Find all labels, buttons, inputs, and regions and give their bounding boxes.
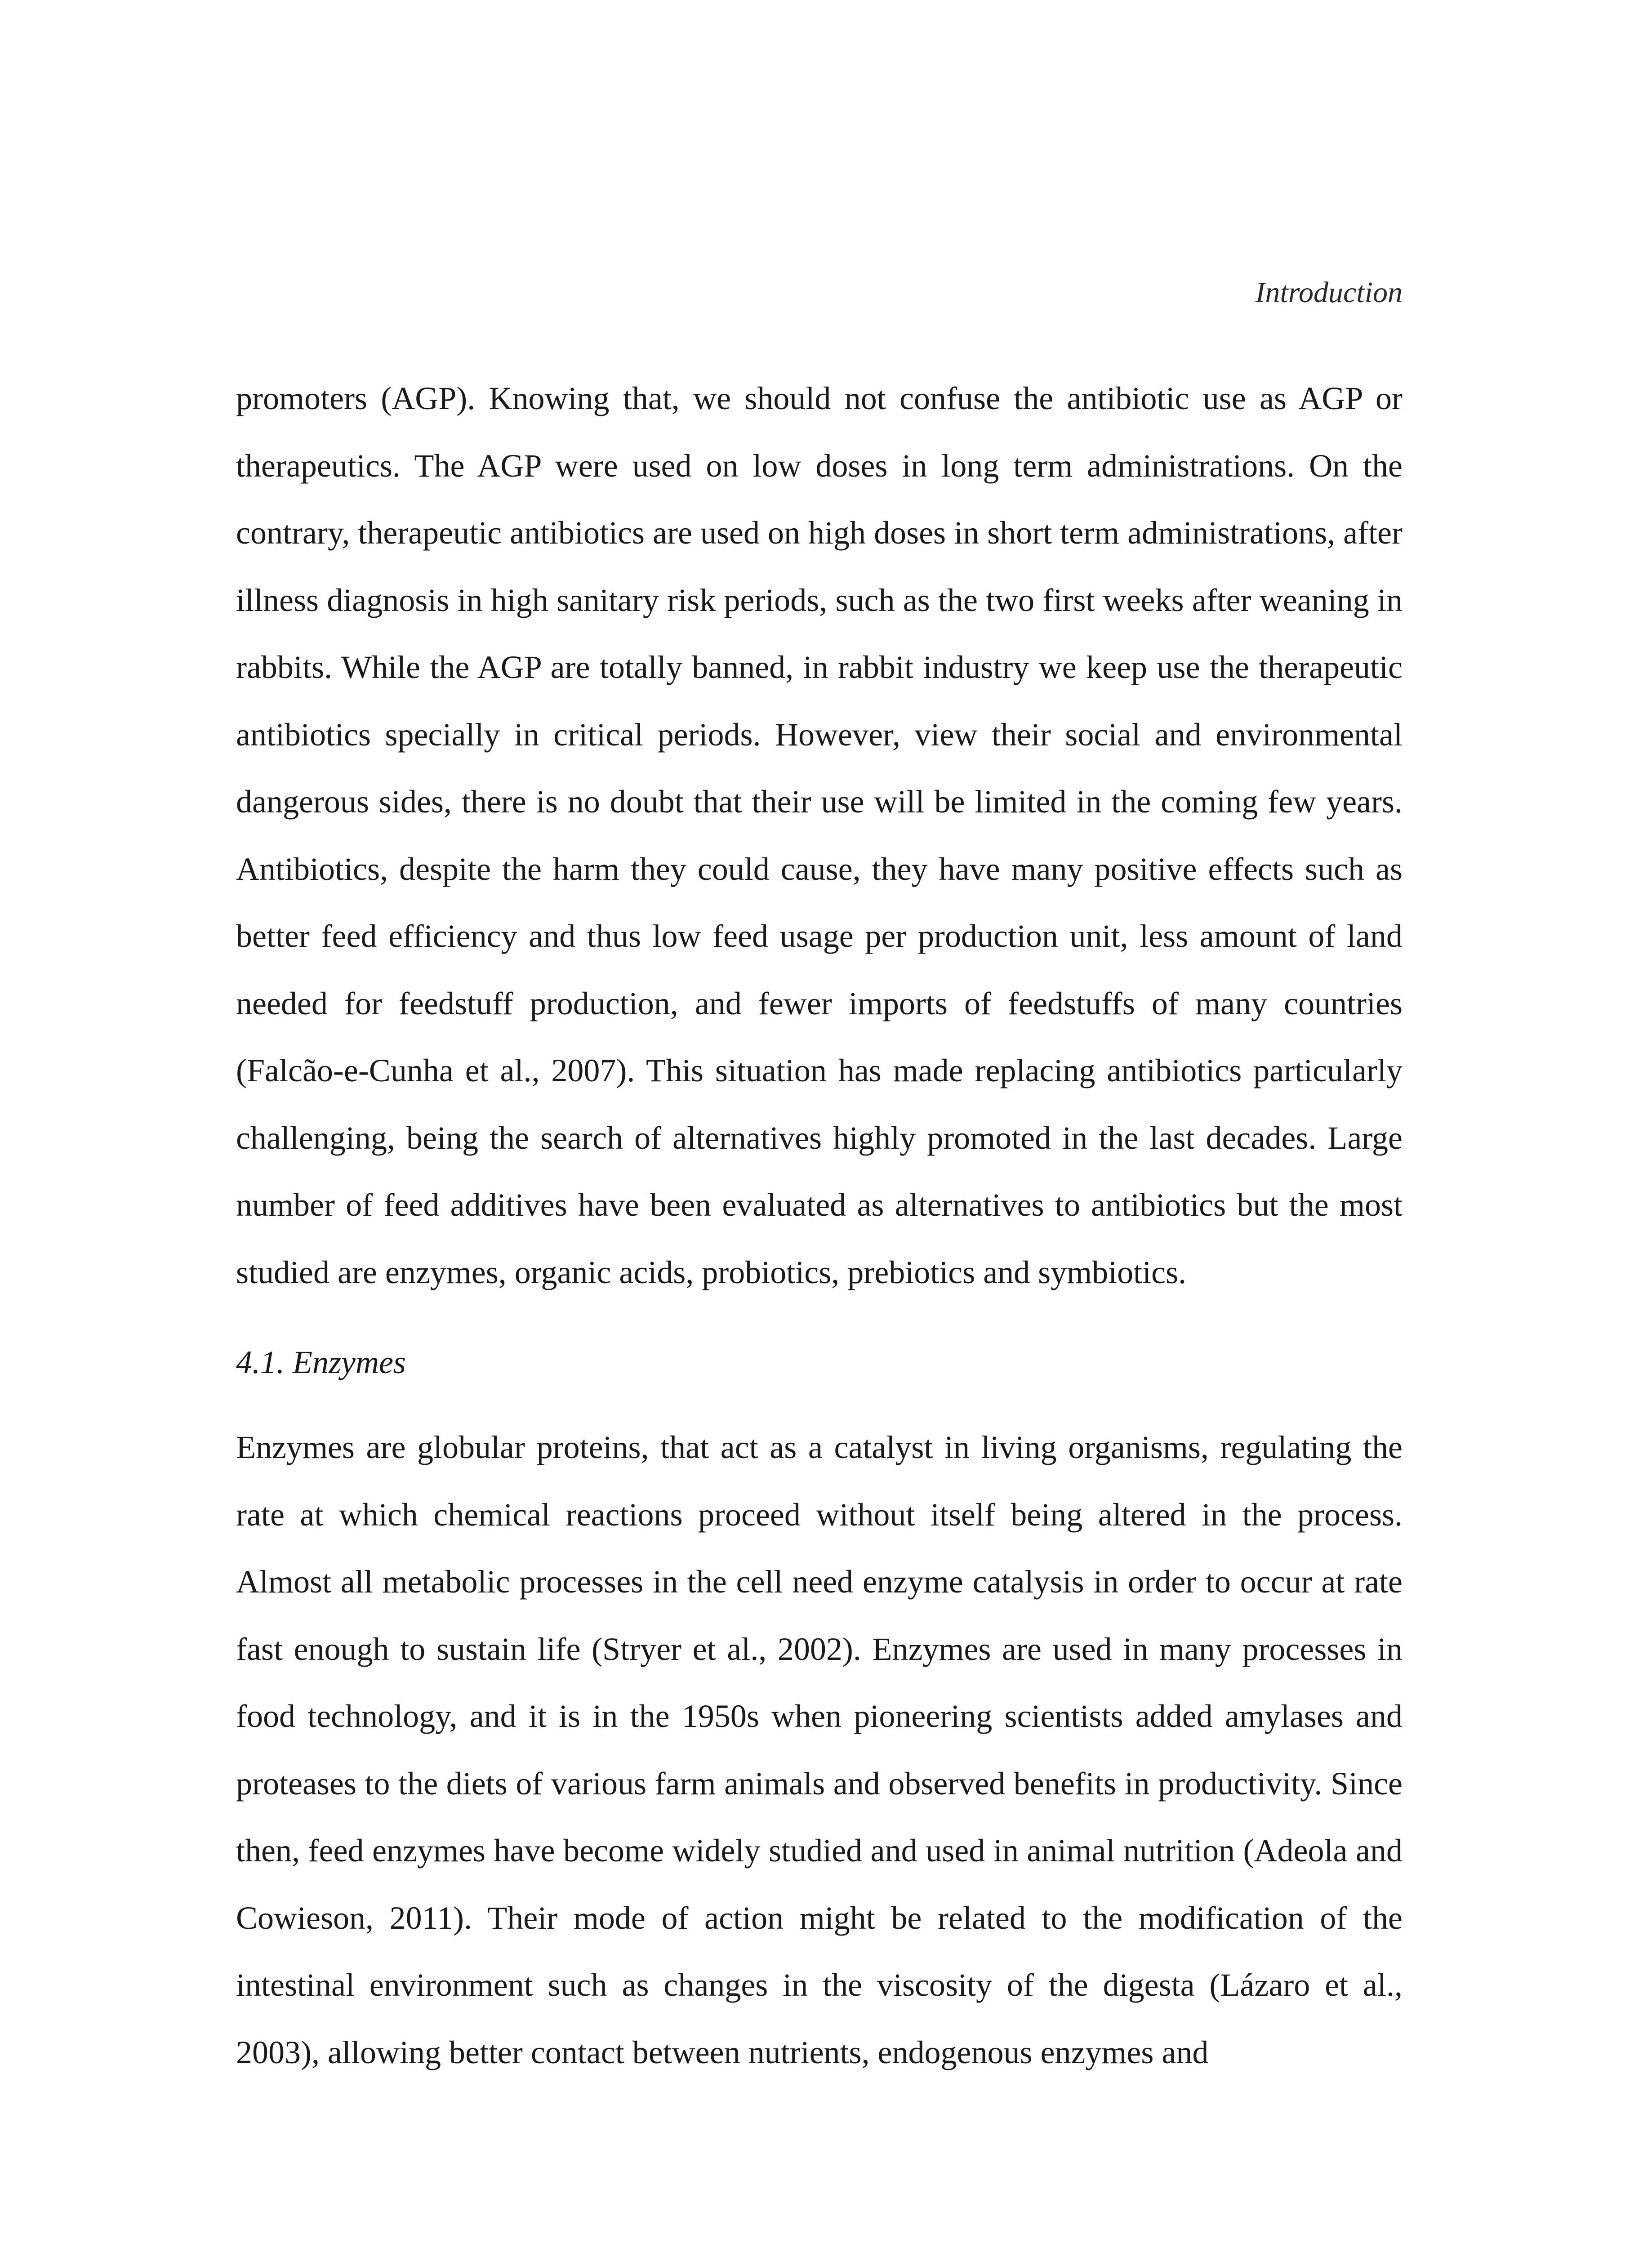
page-body bbox=[236, 365, 1403, 2086]
body-paragraph: Enzymes are globular proteins, that act as a catalyst in living organisms, regulating the rate at which chemical reactions proceed without itself being altered in the process. Almost all metabolic processes in the cell need enzyme catalysis in order to occur at rate fast enough to sustain life (Stryer et al., 2002). Enzymes are used in many processes in food technology, and it is in the 1950s when pioneering scientists added amylases and proteases to the diets of various farm animals and observed benefits in productivity. Since then, feed enzymes have become widely studied and used in animal nutrition (Adeola and Cowieson, 2011). Their mode of action might be related to the modification of the intestinal environment such as changes in the viscosity of the digesta (Lázaro et al., 2003), allowing better contact between nutrients, endogenous enzymes and bbox=[236, 1429, 1403, 2070]
running-header: Introduction bbox=[1255, 276, 1403, 309]
section-heading: 4.1. Enzymes bbox=[236, 1344, 406, 1380]
body-paragraph: promoters (AGP). Knowing that, we should not confuse the antibiotic use as AGP or therapeutics. The AGP were used on low doses in long term administrations. On the contrary, therapeutic antibiotics are used on high doses in short term administrations, after illness diagnosis in high sanitary risk periods, such as the two first weeks after weaning in rabbits. While the AGP are totally banned, in rabbit industry we keep use the therapeutic antibiotics specially in critical periods. However, view their social and environmental dangerous sides, there is no doubt that their use will be limited in the coming few years. Antibiotics, despite the harm they could cause, they have many positive effects such as better feed efficiency and thus low feed usage per production unit, less amount of land needed for feedstuff production, and fewer imports of feedstuffs of many countries (Falcão-e-Cunha et al., 2007). This situation has made replacing antibiotics particularly challenging, being the search of alternatives highly promoted in the last decades. Large number of feed additives have been evaluated as alternatives to antibiotics but the most studied are enzymes, organic acids, probiotics, prebiotics and symbiotics. bbox=[236, 380, 1403, 1290]
